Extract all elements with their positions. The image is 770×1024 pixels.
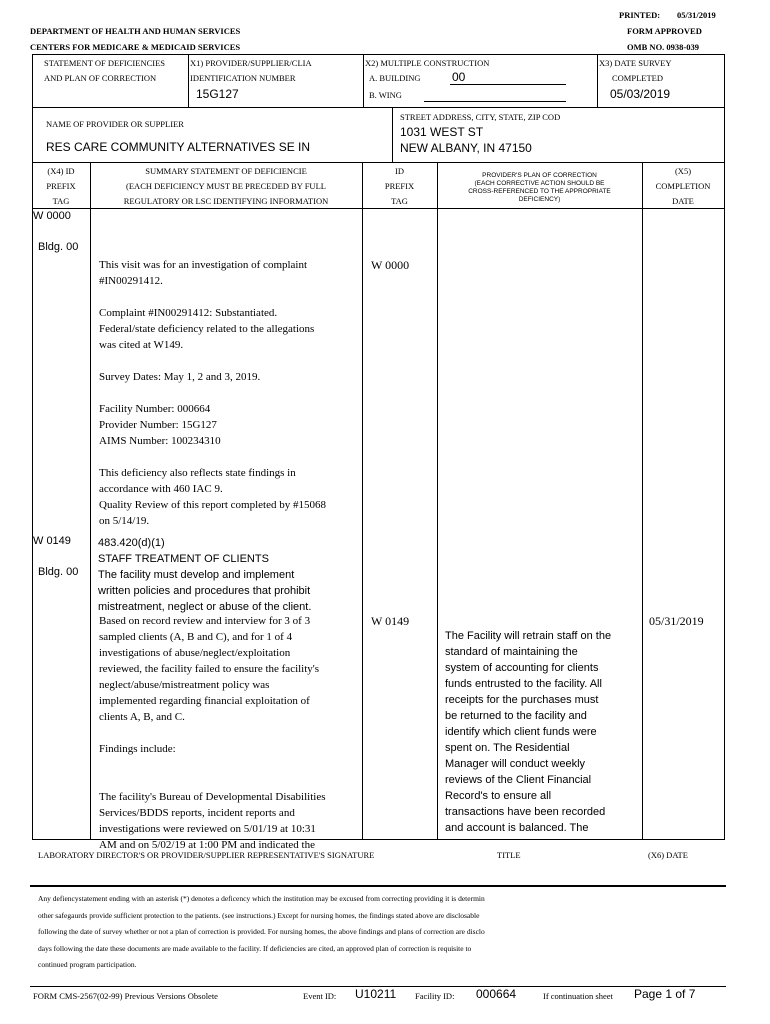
signature-label: LABORATORY DIRECTOR'S OR PROVIDER/SUPPLIER REPRESENTATIVE'S SIGNATURE: [38, 850, 375, 860]
statement-label-2: AND PLAN OF CORRECTION: [44, 73, 157, 83]
entry1-line: [99, 353, 326, 369]
entry2-line: investigations of abuse/neglect/exploitation: [99, 647, 291, 659]
department-title: DEPARTMENT OF HEALTH AND HUMAN SERVICES: [30, 26, 241, 36]
entry1-line: Complaint #IN00291412: Substantiated.: [99, 307, 278, 319]
entry2-id-tag: W 0149: [371, 614, 410, 628]
x4-header-3: TAG: [52, 196, 70, 206]
provider-name: RES CARE COMMUNITY ALTERNATIVES SE IN: [46, 140, 311, 154]
entry1-line: on 5/14/19.: [99, 515, 150, 527]
entry2-completion-date: 05/31/2019: [649, 614, 704, 628]
summary-header-1: SUMMARY STATEMENT OF DEFICIENCIE: [145, 166, 307, 176]
entry1-line: Quality Review of this report completed by #15068: [99, 499, 326, 511]
form-number: FORM CMS-2567(02-99) Previous Versions Obsolete: [33, 991, 218, 1001]
entry1-line: [99, 289, 326, 305]
entry2-line: AM and on 5/02/19 at 1:00 PM and indicated the: [99, 839, 315, 851]
plan-line: Manager will conduct weekly: [445, 758, 586, 770]
entry2-tag: W 0149: [33, 535, 71, 547]
entry2-text: [99, 613, 326, 853]
x3-label-2: COMPLETED: [612, 73, 663, 83]
disclaimer-line: following the date of survey whether or not a plan of correction is provided. For nursing homes, the above findings and plans of correction are disclo: [38, 927, 485, 936]
x1-label-1: X1) PROVIDER/SUPPLIER/CLIA: [190, 58, 312, 68]
wing-label: B. WING: [369, 90, 402, 100]
entry1-line: #IN00291412.: [99, 275, 163, 287]
entry2-bldg: Bldg. 00: [38, 566, 79, 578]
x5-header-1: (X5): [674, 166, 692, 176]
entry2-line: implemented regarding financial exploitation of: [99, 695, 310, 707]
entry1-line: This visit was for an investigation of complaint: [99, 259, 308, 271]
entry1-line: AIMS Number: 100234310: [99, 435, 221, 447]
entry1-line: Provider Number: 15G127: [99, 419, 217, 431]
id-header-1: ID: [395, 166, 404, 176]
entry1-line: [99, 449, 326, 465]
plan-line: identify which client funds were: [445, 726, 597, 738]
summary-header-2: (EACH DEFICIENCY MUST BE PRECEDED BY FULL: [126, 181, 326, 191]
title-label: TITLE: [497, 850, 521, 860]
entry2-line: investigations were reviewed on 5/01/19 at 10:31: [99, 823, 316, 835]
event-id-label: Event ID:: [303, 991, 337, 1001]
entry1-bldg: Bldg. 00: [38, 241, 79, 253]
plan-line: be returned to the facility and: [445, 710, 587, 722]
disclaimer-line: other safegaurds provide sufficient protection to the patients. (see instructions.) Except for nursing homes, the findings stated above are disclosable: [38, 910, 480, 920]
statement-label-1: STATEMENT OF DEFICIENCIES: [44, 58, 166, 68]
plan-line: system of accounting for clients: [445, 662, 599, 674]
entry2-reg-line: mistreatment, neglect or abuse of the client.: [98, 601, 312, 613]
address-line-1: 1031 WEST ST: [400, 125, 484, 139]
plan-line: standard of maintaining the: [445, 646, 578, 658]
entry2-line: Based on record review and interview for 3 of 3: [99, 615, 311, 627]
entry2-line: Findings include:: [99, 743, 176, 755]
disclaimer: [38, 891, 485, 974]
entry2-line: [99, 757, 326, 773]
facility-id-label: Facility ID:: [415, 991, 455, 1001]
address-line-2: NEW ALBANY, IN 47150: [400, 141, 532, 155]
entry2-line: The facility's Bureau of Developmental Disabilities: [99, 791, 326, 803]
entry1-tag: W 0000: [33, 210, 71, 222]
facility-id-value: 000664: [476, 987, 517, 1001]
entry2-line: neglect/abuse/mistreatment policy was: [99, 679, 270, 691]
plan-line: and account is balanced. The: [445, 822, 589, 834]
building-label: A. BUILDING: [369, 73, 421, 83]
entry2-reg-line: The facility must develop and implement: [98, 569, 295, 581]
entry2-reg-line: STAFF TREATMENT OF CLIENTS: [98, 553, 269, 565]
omb-number: OMB NO. 0938-039: [627, 42, 700, 52]
x4-header-2: PREFIX: [46, 181, 76, 191]
entry2-reg-line: 483.420(d)(1): [98, 537, 165, 549]
plan-header-1: PROVIDER'S PLAN OF CORRECTION: [482, 172, 597, 179]
x2-label: X2) MULTIPLE CONSTRUCTION: [365, 58, 490, 68]
entry2-line: sampled clients (A, B and C), and for 1 of 4: [99, 631, 293, 643]
entry2-line: [99, 773, 326, 789]
entry2-line: Services/BDDS reports, incident reports and: [99, 807, 295, 819]
building-value: 00: [452, 70, 466, 84]
x5-header-3: DATE: [672, 196, 694, 206]
printed-label: PRINTED:: [619, 10, 661, 20]
event-id-value: U10211: [355, 987, 397, 1001]
plan-header-3: CROSS-REFERENCED TO THE APPROPRIATE: [468, 188, 611, 195]
id-header-2: PREFIX: [384, 181, 415, 191]
entry2-line: reviewed, the facility failed to ensure the facility's: [99, 663, 320, 675]
entry1-line: Survey Dates: May 1, 2 and 3, 2019.: [99, 371, 261, 383]
entry1-line: This deficiency also reflects state findings in: [99, 467, 296, 479]
continuation-label: If continuation sheet: [543, 991, 613, 1001]
entry2-plan: [445, 628, 611, 836]
plan-header-2: (EACH CORRECTIVE ACTION SHOULD BE: [474, 180, 605, 187]
x1-label-2: IDENTIFICATION NUMBER: [190, 73, 296, 83]
provider-number: 15G127: [196, 87, 239, 101]
x5-header-2: COMPLETION: [655, 181, 711, 191]
plan-line: The Facility will retrain staff on the: [445, 630, 612, 642]
entry2-reg-line: written policies and procedures that prohibit: [98, 585, 311, 597]
entry1-text: [99, 257, 326, 529]
address-label: STREET ADDRESS, CITY, STATE, ZIP COD: [400, 112, 561, 122]
plan-line: reviews of the Client Financial: [445, 774, 592, 786]
disclaimer-line: days following the date these documents are made available to the facility. If deficiencies are cited, an approved plan of correction is requisite to: [38, 943, 472, 953]
provider-name-label: NAME OF PROVIDER OR SUPPLIER: [46, 119, 184, 129]
entry1-line: was cited at W149.: [99, 339, 184, 351]
id-header-3: TAG: [391, 196, 408, 206]
entry1-line: accordance with 460 IAC 9.: [99, 483, 223, 495]
date-label: (X6) DATE: [648, 850, 688, 860]
plan-line: spent on. The Residential: [445, 742, 570, 754]
printed-date: 05/31/2019: [677, 10, 716, 20]
entry1-line: Federal/state deficiency related to the allegations: [99, 323, 315, 335]
disclaimer-line: Any defiencystatement ending with an asterisk (*) denotes a deficency which the institution may be excused from correcting providing it is determin: [38, 894, 485, 903]
disclaimer-line: continued program participation.: [38, 960, 137, 969]
plan-line: receipts for the purchases must: [445, 694, 599, 706]
entry1-line: Facility Number: 000664: [99, 403, 211, 415]
plan-header-4: DEFICIENCY): [518, 196, 561, 203]
summary-header-3: REGULATORY OR LSC IDENTIFYING INFORMATION: [123, 196, 329, 206]
x4-header-1: (X4) ID: [47, 166, 75, 176]
entry2-line: clients A, B, and C.: [99, 711, 185, 723]
entry2-regulation: [98, 535, 311, 615]
entry2-line: [99, 725, 326, 741]
form-approved: FORM APPROVED: [627, 26, 702, 36]
plan-line: transactions have been recorded: [445, 806, 606, 818]
plan-line: Record's to ensure all: [445, 790, 552, 802]
page-number: Page 1 of 7: [634, 987, 696, 1001]
x3-label-1: X3) DATE SURVEY: [599, 58, 672, 68]
entry1-line: [99, 385, 326, 401]
plan-line: funds entrusted to the facility. All: [445, 678, 602, 690]
centers-title: CENTERS FOR MEDICARE & MEDICAID SERVICES: [30, 42, 241, 52]
entry1-id-tag: W 0000: [371, 258, 410, 272]
date-completed: 05/03/2019: [610, 87, 671, 101]
